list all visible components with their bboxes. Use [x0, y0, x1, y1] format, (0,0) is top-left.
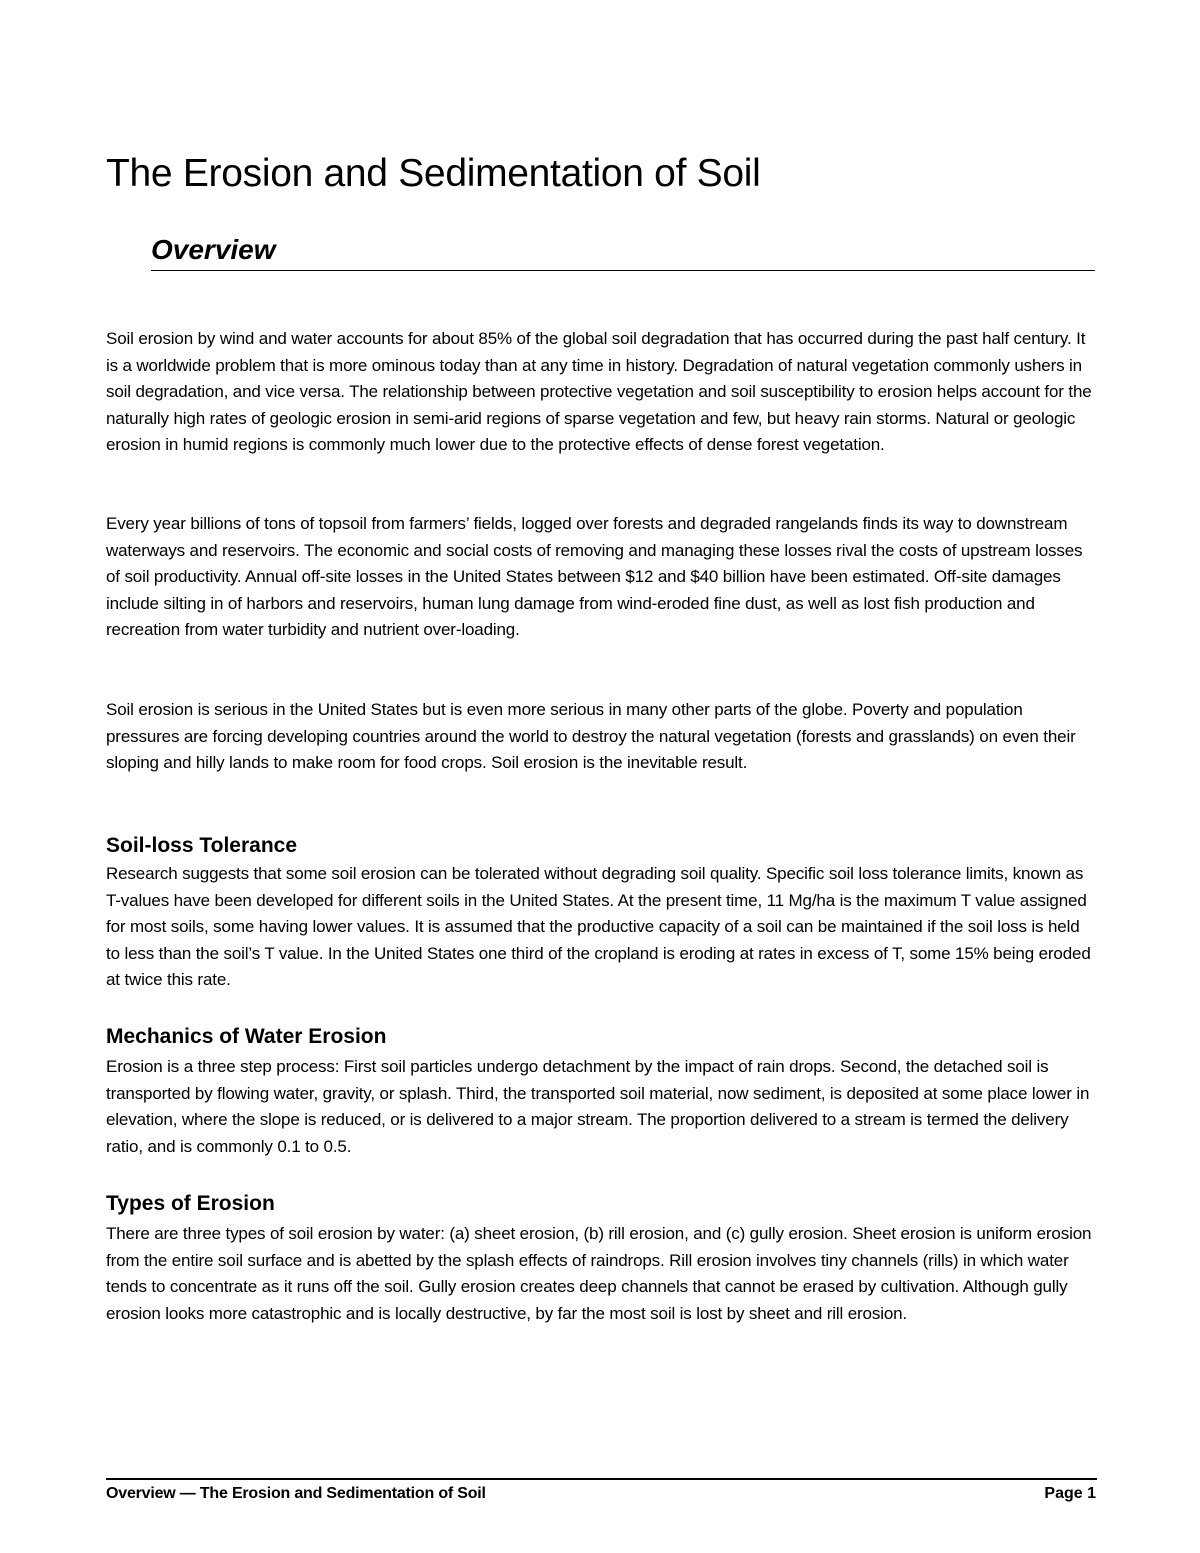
overview-divider	[151, 270, 1095, 271]
document-title: The Erosion and Sedimentation of Soil	[106, 152, 761, 195]
intro-paragraph-2: Every year billions of tons of topsoil from farmers’ fields, logged over forests and degraded rangelands finds its way to downstream waterways and reservoirs. The economic and social costs of removing and managing these losses rival the costs of upstream losses of soil productivity. Annual off-site losses in the United States between $12 and $40 billion have been estimated. Off-site damages include silting in of harbors and reservoirs, human lung damage from wind-eroded fine dust, as well as lost fish production and recreation from water turbidity and nutrient over-loading.	[106, 514, 1083, 640]
mechanics-water-erosion-heading: Mechanics of Water Erosion	[106, 1025, 387, 1048]
overview-heading: Overview	[151, 234, 276, 265]
soil-loss-tolerance-heading: Soil-loss Tolerance	[106, 834, 297, 857]
intro-paragraph-1: Soil erosion by wind and water accounts for about 85% of the global soil degradation that has occurred during the past half century. It is a worldwide problem that is more ominous today than at any time in history. Degradation of natural vegetation commonly ushers in soil degradation, and vice versa. The relationship between protective vegetation and soil susceptibility to erosion helps account for the naturally high rates of geologic erosion in semi-arid regions of sparse vegetation and few, but heavy rain storms. Natural or geologic erosion in humid regions is commonly much lower due to the protective effects of dense forest vegetation.	[106, 329, 1092, 455]
intro-paragraph-3: Soil erosion is serious in the United States but is even more serious in many other parts of the globe. Poverty and population pressures are forcing developing countries around the world to destroy the natural vegetation (forests and grasslands) on even their sloping and hilly lands to make room for food crops. Soil erosion is the inevitable result.	[106, 700, 1076, 773]
footer-divider	[106, 1478, 1097, 1480]
types-of-erosion-body: There are three types of soil erosion by water: (a) sheet erosion, (b) rill erosion, and (c) gully erosion. Sheet erosion is uniform erosion from the entire soil surface and is abetted by the splash effects of raindrops. Rill erosion involves tiny channels (rills) in which water tends to concentrate as it runs off the soil. Gully erosion creates deep channels that cannot be erased by cultivation. Although gully erosion looks more catastrophic and is locally destructive, by far the most soil is lost by sheet and rill erosion.	[106, 1224, 1092, 1323]
footer-running-title: Overview — The Erosion and Sedimentation of Soil	[106, 1485, 486, 1502]
mechanics-water-erosion-body: Erosion is a three step process: First soil particles undergo detachment by the impact of rain drops. Second, the detached soil is transported by flowing water, gravity, or splash. Third, the transported soil material, now sediment, is deposited at some place lower in elevation, where the slope is reduced, or is delivered to a major stream. The proportion delivered to a stream is termed the delivery ratio, and is commonly 0.1 to 0.5.	[106, 1057, 1090, 1156]
footer-page-number: Page 1	[1044, 1485, 1096, 1502]
types-of-erosion-heading: Types of Erosion	[106, 1192, 275, 1215]
soil-loss-tolerance-body: Research suggests that some soil erosion can be tolerated without degrading soil quality. Specific soil loss tolerance limits, known as T-values have been developed for different soils in the United States. At the present time, 11 Mg/ha is the maximum T value assigned for most soils, some having lower values. It is assumed that the productive capacity of a soil can be maintained if the soil loss is held to less than the soil’s T value. In the United States one third of the cropland is eroding at rates in excess of T, some 15% being eroded at twice this rate.	[106, 864, 1091, 990]
